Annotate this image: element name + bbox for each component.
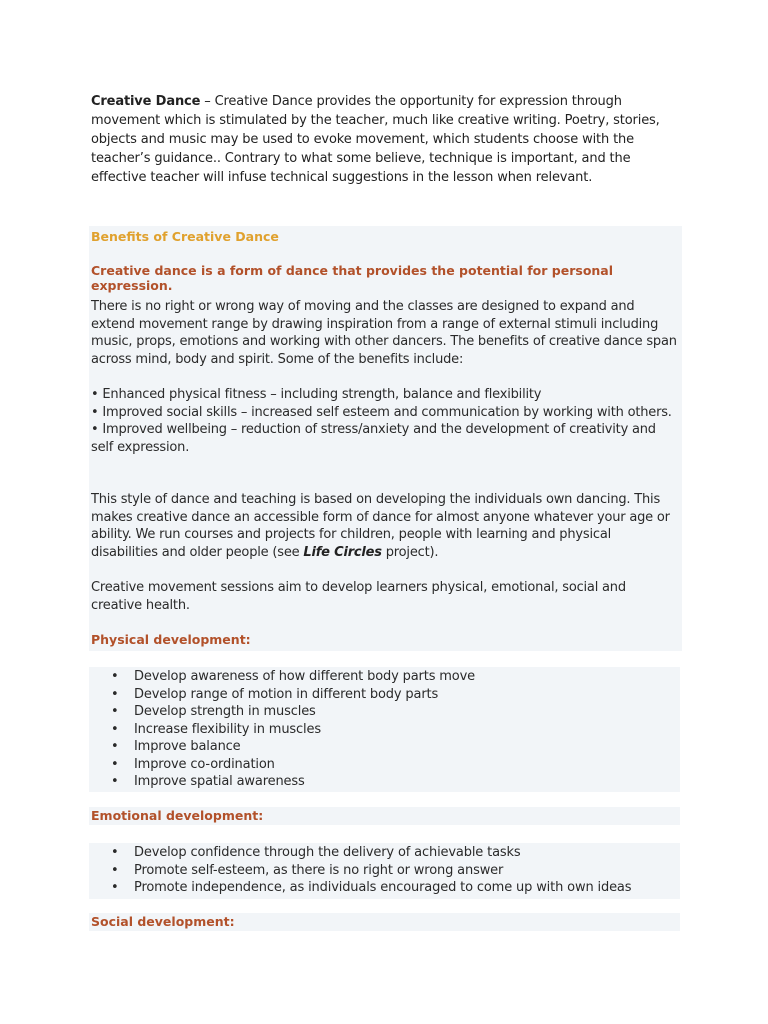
list-item [89, 862, 680, 880]
list-item-text: Promote self-esteem, as there is no right or wrong answer [134, 862, 504, 878]
para2-text-after: project). [381, 544, 439, 560]
list-item-text: Develop range of motion in different body parts [134, 686, 439, 702]
bullet-dot: • [111, 774, 119, 789]
list-item [89, 703, 680, 721]
list-item-text: Improve co-ordination [134, 756, 275, 772]
bullet-dot: • [111, 862, 119, 878]
bullet-dot: • [111, 880, 119, 895]
para2-text-before: This style of dance and teaching is based on developing the individuals own dancing. This makes creative dance an accessible form of dance for almost anyone whatever your age or ability. We run courses and projects for children, people with learning and physical disabilities and older people (see [91, 492, 670, 560]
bullet-dot: • [111, 669, 119, 684]
benefits-section [89, 226, 682, 651]
intro-text: – Creative Dance provides the opportunity for expression through movement which is stimulated by the teacher, much like creative writing. Poetry, stories, objects and music may be used to evoke movement, which students choose with the teacher’s guidance.. Contrary to what some believe, technique is important, and the effective teacher will infuse technical suggestions in the lesson when relevant. [91, 94, 660, 185]
bullet-dot: • [111, 721, 119, 737]
list-item [89, 879, 680, 897]
emotional-heading: Emotional development: [89, 807, 680, 825]
bullet-dot: • [111, 756, 119, 772]
list-item-text: Develop confidence through the delivery of achievable tasks [134, 845, 521, 860]
list-item-text: Improve spatial awareness [134, 774, 305, 789]
list-item [89, 844, 680, 862]
list-item-text: Develop awareness of how different body parts move [134, 669, 476, 684]
benefits-subheading: Creative dance is a form of dance that provides the potential for personal expression. [91, 263, 614, 293]
benefits-bullet: • Enhanced physical fitness – including strength, balance and flexibility [91, 387, 542, 402]
physical-list [89, 668, 680, 791]
intro-paragraph [91, 92, 681, 187]
list-item-text: Improve balance [134, 739, 241, 754]
list-item [89, 773, 680, 791]
life-circles-link-text: Life Circles [303, 544, 382, 560]
bullet-dot: • [111, 704, 119, 719]
physical-heading: Physical development: [91, 632, 251, 647]
list-item [89, 686, 680, 704]
bullet-dot: • [111, 845, 119, 860]
benefits-paragraph-2 [91, 491, 679, 561]
list-item-text: Develop strength in muscles [134, 704, 316, 719]
social-heading: Social development: [89, 913, 680, 931]
physical-list-section [89, 667, 680, 792]
benefits-paragraph-3: Creative movement sessions aim to develop learners physical, emotional, social and creative health. [91, 580, 626, 613]
benefits-bullet-list [91, 386, 679, 456]
bullet-dot: • [111, 739, 119, 754]
list-item [89, 738, 680, 756]
benefits-bullet: • Improved wellbeing – reduction of stress/anxiety and the development of creativity and self expression. [91, 422, 656, 455]
list-item [89, 756, 680, 774]
bullet-dot: • [111, 686, 119, 702]
benefits-heading: Benefits of Creative Dance [91, 229, 279, 244]
benefits-paragraph-1: There is no right or wrong way of moving and the classes are designed to expand and extend movement range by drawing inspiration from a range of external stimuli including music, props, emotions and working with other dancers. The benefits of creative dance span across mind, body and spirit. Some of the benefits include: [91, 299, 677, 367]
list-item [89, 721, 680, 739]
intro-term: Creative Dance [91, 94, 201, 109]
emotional-list-section [89, 843, 680, 899]
list-item-text: Increase flexibility in muscles [134, 721, 321, 737]
list-item [89, 668, 680, 686]
list-item-text: Promote independence, as individuals encouraged to come up with own ideas [134, 880, 632, 895]
benefits-bullet: • Improved social skills – increased self esteem and communication by working with others. [91, 404, 672, 420]
emotional-list [89, 844, 680, 897]
